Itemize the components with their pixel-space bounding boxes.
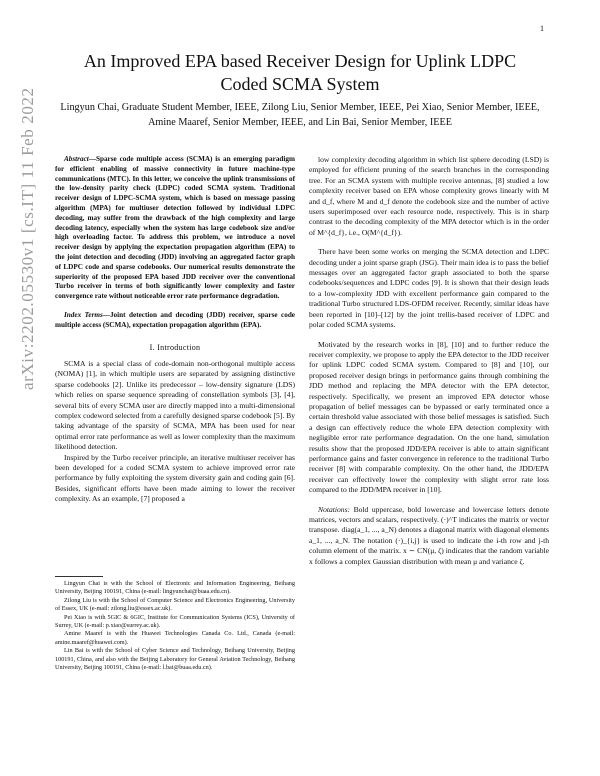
footnote-rule [55,576,103,577]
intro-paragraph-2: Inspired by the Turbo receiver principle, an iterative multiuser receiver has been developed for a coded SCMA system to achieve improved error rate performance by fully exploiting the system diversity gain and coding gain [6]. Besides, significant efforts have been made aiming to lower the receiver complexity. As an example, [7] proposed a [55,452,295,504]
index-terms [55,311,295,331]
right-paragraph-1: low complexity decoding algorithm in which list sphere decoding (LSD) is employed for efficient pruning of the search branches in the corresponding tree. For an SCMA system with multiple receive antennas, [8] studied a low complexity receiver based on EPA whose complexity grows linearly with M and d_f, where M and d_f denote the codebook size and the number of active users superimposed over each resource node, respectively. This is in sharp contrast to the decoding complexity of the MPA detector which is in the order of M^{d_f}, i.e., O(M^{d_f}). [309,155,549,237]
left-column [55,155,295,505]
section-heading: I. Introduction [149,342,201,352]
paper-title: An Improved EPA based Receiver Design for Uplink LDPC Coded SCMA System [83,51,517,94]
notations-label: Notations: [318,504,351,514]
footnote-1: Lingyun Chai is with the School of Electronic and Information Engineering, Beihang University, Beijing 100191, China (e-mail: lingyunchai@buaa.edu.cn). [55,580,295,596]
notations-paragraph [309,505,549,567]
footnote-2: Zilong Liu is with the School of Computer Science and Electronics Engineering, University of Essex, UK (e-mail: zilong.liu@essex.ac.uk). [55,596,295,613]
footnote-3: Pei Xiao is with 5GIC & 6GIC, Institute for Communication Systems (ICS), University of Surrey, UK (e-mail: p.xiao@surrey.ac.uk). [55,613,295,630]
index-terms-text: —Joint detection and decoding (JDD) receiver, sparse code multiple access (SCMA), expectation propagation algorithm (EPA). [55,310,296,329]
page-number: 1 [540,24,544,33]
abstract-label: Abstract [64,155,89,163]
intro-paragraph-1: SCMA is a special class of code-domain non-orthogonal multiple access (NOMA) [1], in which multiple users are separated by assigning distinctive sparse codebooks [2]. Unlike its predecessor – low-density signature (LDS) which relies on sparse sequence spreading of constellation symbols [3], [4], several bits of every SCMA user are directly mapped into a multi-dimensional complex codeword selected from a carefully designed sparse codebook [5]. By taking advantage of the sparsity of SCMA, MPA has been used for near optimal error rate performance as well as lower complexity than the maximum likelihood detection. [55,358,295,452]
arxiv-stamp: arXiv:2202.05530v1 [cs.IT] 11 Feb 2022 [18,87,37,390]
footnote-5: Lin Bai is with the School of Cyber Science and Technology, Beihang University, Beijing 100191, China, and also with the Beijing Laboratory for General Aviation Technology, Beihang University, Beijing 100191, China (e-mail: l.bai@buaa.edu.cn). [55,647,295,672]
footnotes [55,576,295,672]
right-paragraph-3: Motivated by the research works in [8], [10] and to further reduce the receiver complexity, we propose to apply the EPA detector to the JDD receiver for uplink LDPC coded SCMA system. Compared to [8] and [10], our proposed receiver design brings in performance gains through combining the JDD method and replacing the MPA detector with the EPA detector, respectively. Specifically, we present an improved EPA detector whose propagation of belief messages can be bypassed or early terminated once a certain threshold value associated with those belief messages is satisfied. Such a design can effectively reduce the whole EPA detection complexity with negligible error rate performance degradation. On the one hand, simulation results show that the proposed JDD/EPA receiver is able to attain significant performance gains and faster convergence in reference to the traditional Turbo receiver [8] with comparable complexity. On the other hand, the JDD/EPA receiver can effectively lower the complexity with slight error rate loss compared to the JDD/MPA receiver in [10]. [309,339,549,495]
right-column [309,155,549,567]
abstract-text: —Sparse code multiple access (SCMA) is an emerging paradigm for efficient enabling of massive connectivity in future machine-type communications (MTC). In this letter, we conceive the uplink transmissions of the low-density parity check (LDPC) coded SCMA system. Traditional receiver design of LDPC-SCMA system, which is based on message passing algorithm (MPA) for multiuser detection followed by individual LDPC decoding, may suffer from the drawback of the high complexity and large decoding latency, especially when the system has large codebook size and/or high overloading factor. To address this problem, we introduce a novel receiver design by applying the expectation propagation algorithm (EPA) to the joint detection and decoding (JDD) involving an aggregated factor graph of LDPC code and sparse codebooks. Our numerical results demonstrate the superiority of the proposed EPA based JDD receiver over the conventional Turbo receiver in terms of both significantly lower complexity and faster convergence rate without noticeable error rate performance degradation. [55,155,295,301]
notations-text: Bold uppercase, bold lowercase and lowercase letters denote matrices, vectors and scalars, respectively. (·)^T indicates the matrix or vector transpose. diag(a_1, ..., a_N) denotes a diagonal matrix with diagonal elements a_1, ..., a_N. The notation (·)_{i,j} is used to indicate the i-th row and j-th column element of the matrix. x ∼ CN(μ, ζ) indicates that the random variable x follows a complex Gaussian distribution with mean μ and variance ζ. [309,504,549,566]
author-list: Lingyun Chai, Graduate Student Member, IEEE, Zilong Liu, Senior Member, IEEE, Pei Xiao, Senior Member, IEEE, Amine Maaref, Senior Member, IEEE, and Lin Bai, Senior Member, IEEE [60,102,540,128]
footnote-4: Amine Maaref is with the Huawei Technologies Canada Co. Ltd., Canada (e-mail: amine.maaref@huawei.com). [55,630,295,646]
right-paragraph-2: There have been some works on merging the SCMA detection and LDPC decoding under a joint sparse graph (JSG). Their main idea is to pass the belief messages over an aggregated factor graph associated to both the sparse codebooks/sequences and LDPC codes [9]. It is shown that their design leads to a low-complexity JDD with excellent performance gain compared to the traditional Turbo structured LDS-OFDM receiver. Recently, similar ideas have been reported in [10]–[12] by the joint trellis-based receiver of LDPC and polar coded SCMA systems. [309,247,549,330]
abstract [55,155,295,302]
index-terms-label: Index Terms [64,310,103,319]
